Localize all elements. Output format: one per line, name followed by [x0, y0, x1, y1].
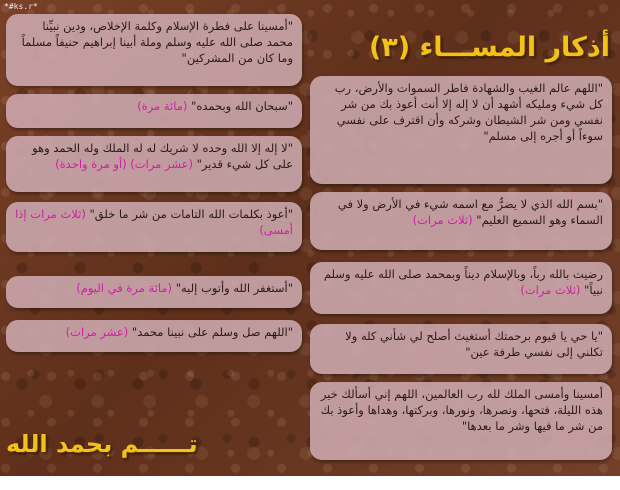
dhikr-text: "سبحان الله وبحمده": [191, 99, 293, 113]
dhikr-count: (عشر مرات): [65, 325, 129, 339]
dhikr-text: "يا حي يا قيوم برحمتك أستغيث أصلح لي شأني كله ولا تكلني إلى نفسي طرفة عين": [345, 329, 603, 359]
footer-caption: تــــــم بحمد الله: [6, 430, 198, 458]
dhikr-count: (عشر مرات) (أو مرة واحدة): [55, 157, 193, 171]
dhikr-count: (مائة مرة في اليوم): [76, 281, 173, 295]
dhikr-card: [310, 192, 612, 250]
dhikr-text: "اللهم صل وسلم على نبينا محمد": [131, 325, 293, 339]
dhikr-text: "أعوذ بكلمات الله التامات من شر ما خلق": [89, 207, 293, 221]
dhikr-card: [310, 262, 612, 314]
bottom-margin: [0, 476, 620, 490]
dhikr-card: [6, 320, 302, 352]
dhikr-card: [310, 382, 612, 460]
dhikr-count: (مائة مرة): [137, 99, 188, 113]
dhikr-count: (ثلاث مرات): [520, 283, 581, 297]
dhikr-text: رضيت بالله رباً، وبالإسلام ديناً وبمحمد صلى الله عليه وسلم نبياً": [323, 267, 603, 297]
dhikr-count: (ثلاث مرات إذا أمسى): [15, 207, 293, 237]
dhikr-count: (ثلاث مرات): [412, 213, 473, 227]
dhikr-text: "لا إله إلا الله وحده لا شريك له له الملك وله الحمد وهو على كل شيء قدير": [32, 141, 293, 171]
dhikr-text: "بسم الله الذي لا يضرُّ مع اسمه شيء في الأرض ولا في السماء وهو السميع العليم": [337, 197, 603, 227]
dhikr-card: [6, 202, 302, 252]
dhikr-text: "أستغفر الله وأتوب إليه": [175, 281, 293, 295]
dhikr-card: [6, 94, 302, 128]
dhikr-card: [6, 136, 302, 192]
dhikr-text: "اللهم عالم الغيب والشهادة فاطر السموات والأرض، رب كل شيء ومليكه أشهد أن لا إله إلا أنت أعوذ بك من شر نفسي ومن شر الشيطان وشركه وأن اقترف على نفسي سوءاً أو أجره إلى مسلم": [334, 81, 603, 143]
dhikr-card: [310, 76, 612, 184]
dhikr-card: [310, 324, 612, 374]
dhikr-text: أمسينا وأمسى الملك لله رب العالمين، اللهم إني أسألك خير هذه الليلة، فتحها، ونصرها، ونورها، وبركتها، وهداها وأعوذ بك من شر ما فيها وشر ما بعدها": [320, 387, 603, 433]
page-title: أذكار المســـاء (٣): [368, 32, 610, 63]
watermark: *#ks.r*: [4, 2, 38, 11]
dhikr-card: [6, 14, 302, 86]
dhikr-text: "أمسينا على فطرة الإسلام وكلمة الإخلاص، ودين نبيِّنا محمد صلى الله عليه وسلم وملة أبينا إبراهيم حنيفاً مسلماً وما كان من المشركين": [21, 19, 293, 65]
dhikr-card: [6, 276, 302, 308]
